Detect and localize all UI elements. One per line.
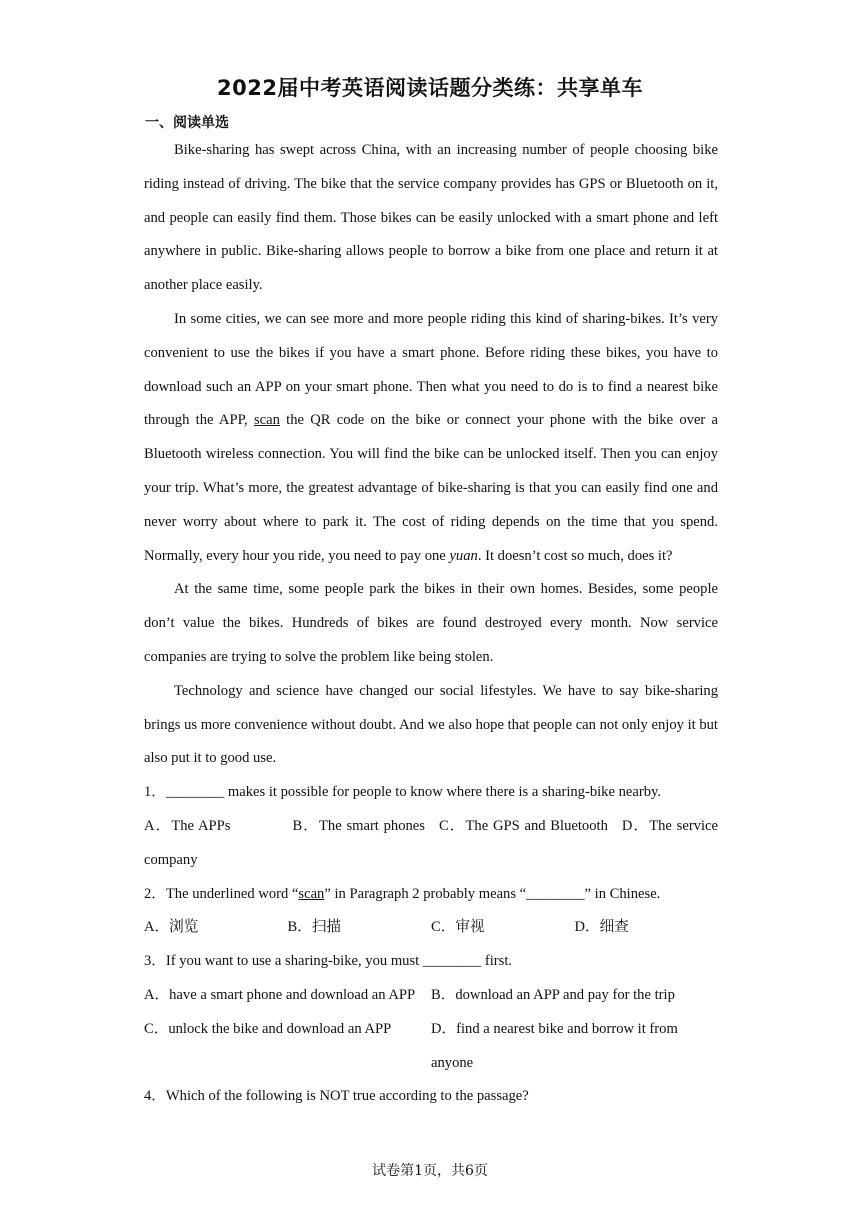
page-footer: 试卷第1页，共6页 (372, 1163, 488, 1179)
q2-stem-part-a: 2．The underlined word “ (144, 885, 299, 902)
q2-option-a[interactable]: A．浏览 (144, 919, 199, 936)
paragraph-2-part-c: . It doesn’t cost so much, does it? (477, 547, 673, 564)
passage-paragraph-4: Technology and science have changed our social lifestyles. We have to say bike-sharing brings us more convenience without doubt. And we also hope that people can not only enjoy it but also put it to good use. (144, 682, 718, 767)
question-3-options (144, 979, 718, 1080)
question-2-stem (144, 878, 718, 912)
paragraph-2-part-b: the QR code on the bike or connect your phone with the bike over a Bluetooth wireless connection. You will find the bike can be unlocked itself. Then you can enjoy your trip. What’s more, the greatest advantage of bike-sharing is that you can easily find one and never worry about where to park it. The cost of riding depends on the time that you spend. Normally, every hour you ride, you need to pay one (144, 412, 719, 564)
q2-option-c[interactable]: C．审视 (431, 919, 485, 936)
question-3-stem: 3．If you want to use a sharing-bike, you must ________ first. (144, 953, 513, 970)
q1-option-c[interactable]: C．The GPS and Bluetooth (438, 817, 608, 834)
q3-option-c[interactable]: C．unlock the bike and download an APP (144, 1020, 392, 1037)
document-body (144, 134, 718, 1114)
q3-option-b[interactable]: B．download an APP and pay for the trip (431, 986, 675, 1003)
passage-paragraph-2 (144, 303, 718, 573)
underlined-word-scan: scan (253, 412, 280, 429)
q2-underlined-word: scan (298, 885, 325, 902)
q2-option-d[interactable]: D．细查 (574, 919, 629, 936)
section-heading: 一、阅读单选 (145, 115, 229, 131)
passage-paragraph-3: At the same time, some people park the bikes in their own homes. Besides, some people don’t value the bikes. Hundreds of bikes are found destroyed every month. Now service companies are trying to solve the problem like being stolen. (144, 581, 718, 665)
question-1-stem: 1．________ makes it possible for people to know where there is a sharing-bike nearby. (144, 784, 662, 801)
q2-stem-part-b: ” in Paragraph 2 probably means “________” in Chinese. (324, 885, 661, 902)
paragraph-2-part-a: In some cities, we can see more and more people riding this kind of sharing-bikes. It’s very convenient to use the bikes if you have a smart phone. Before riding these bikes, you have to download such an APP on your smart phone. Then what you need to do is to find a nearest bike through the APP, (144, 310, 718, 429)
q1-option-d[interactable]: D．The service company (144, 817, 718, 868)
question-4-stem: 4．Which of the following is NOT true according to the passage? (144, 1088, 529, 1105)
question-2-options (144, 911, 718, 945)
document-title: 2022届中考英语阅读话题分类练：共享单车 (217, 76, 643, 100)
q1-option-a[interactable]: A．The APPs (144, 817, 231, 834)
q2-option-b[interactable]: B．扫描 (287, 919, 342, 936)
q3-option-a[interactable]: A．have a smart phone and download an APP (144, 986, 416, 1003)
q1-option-b[interactable]: B．The smart phones (292, 817, 425, 834)
italic-word-yuan: yuan (449, 547, 478, 564)
question-1-options (144, 810, 718, 878)
passage-paragraph-1: Bike-sharing has swept across China, with an increasing number of people choosing bike riding instead of driving. The bike that the service company provides has GPS or Bluetooth on it, and people can easily find them. Those bikes can be easily unlocked with a smart phone and left anywhere in public. Bike-sharing allows people to borrow a bike from one place and return it at another place easily. (144, 142, 718, 294)
q3-option-d[interactable]: D．find a nearest bike and borrow it from anyone (431, 1020, 678, 1071)
